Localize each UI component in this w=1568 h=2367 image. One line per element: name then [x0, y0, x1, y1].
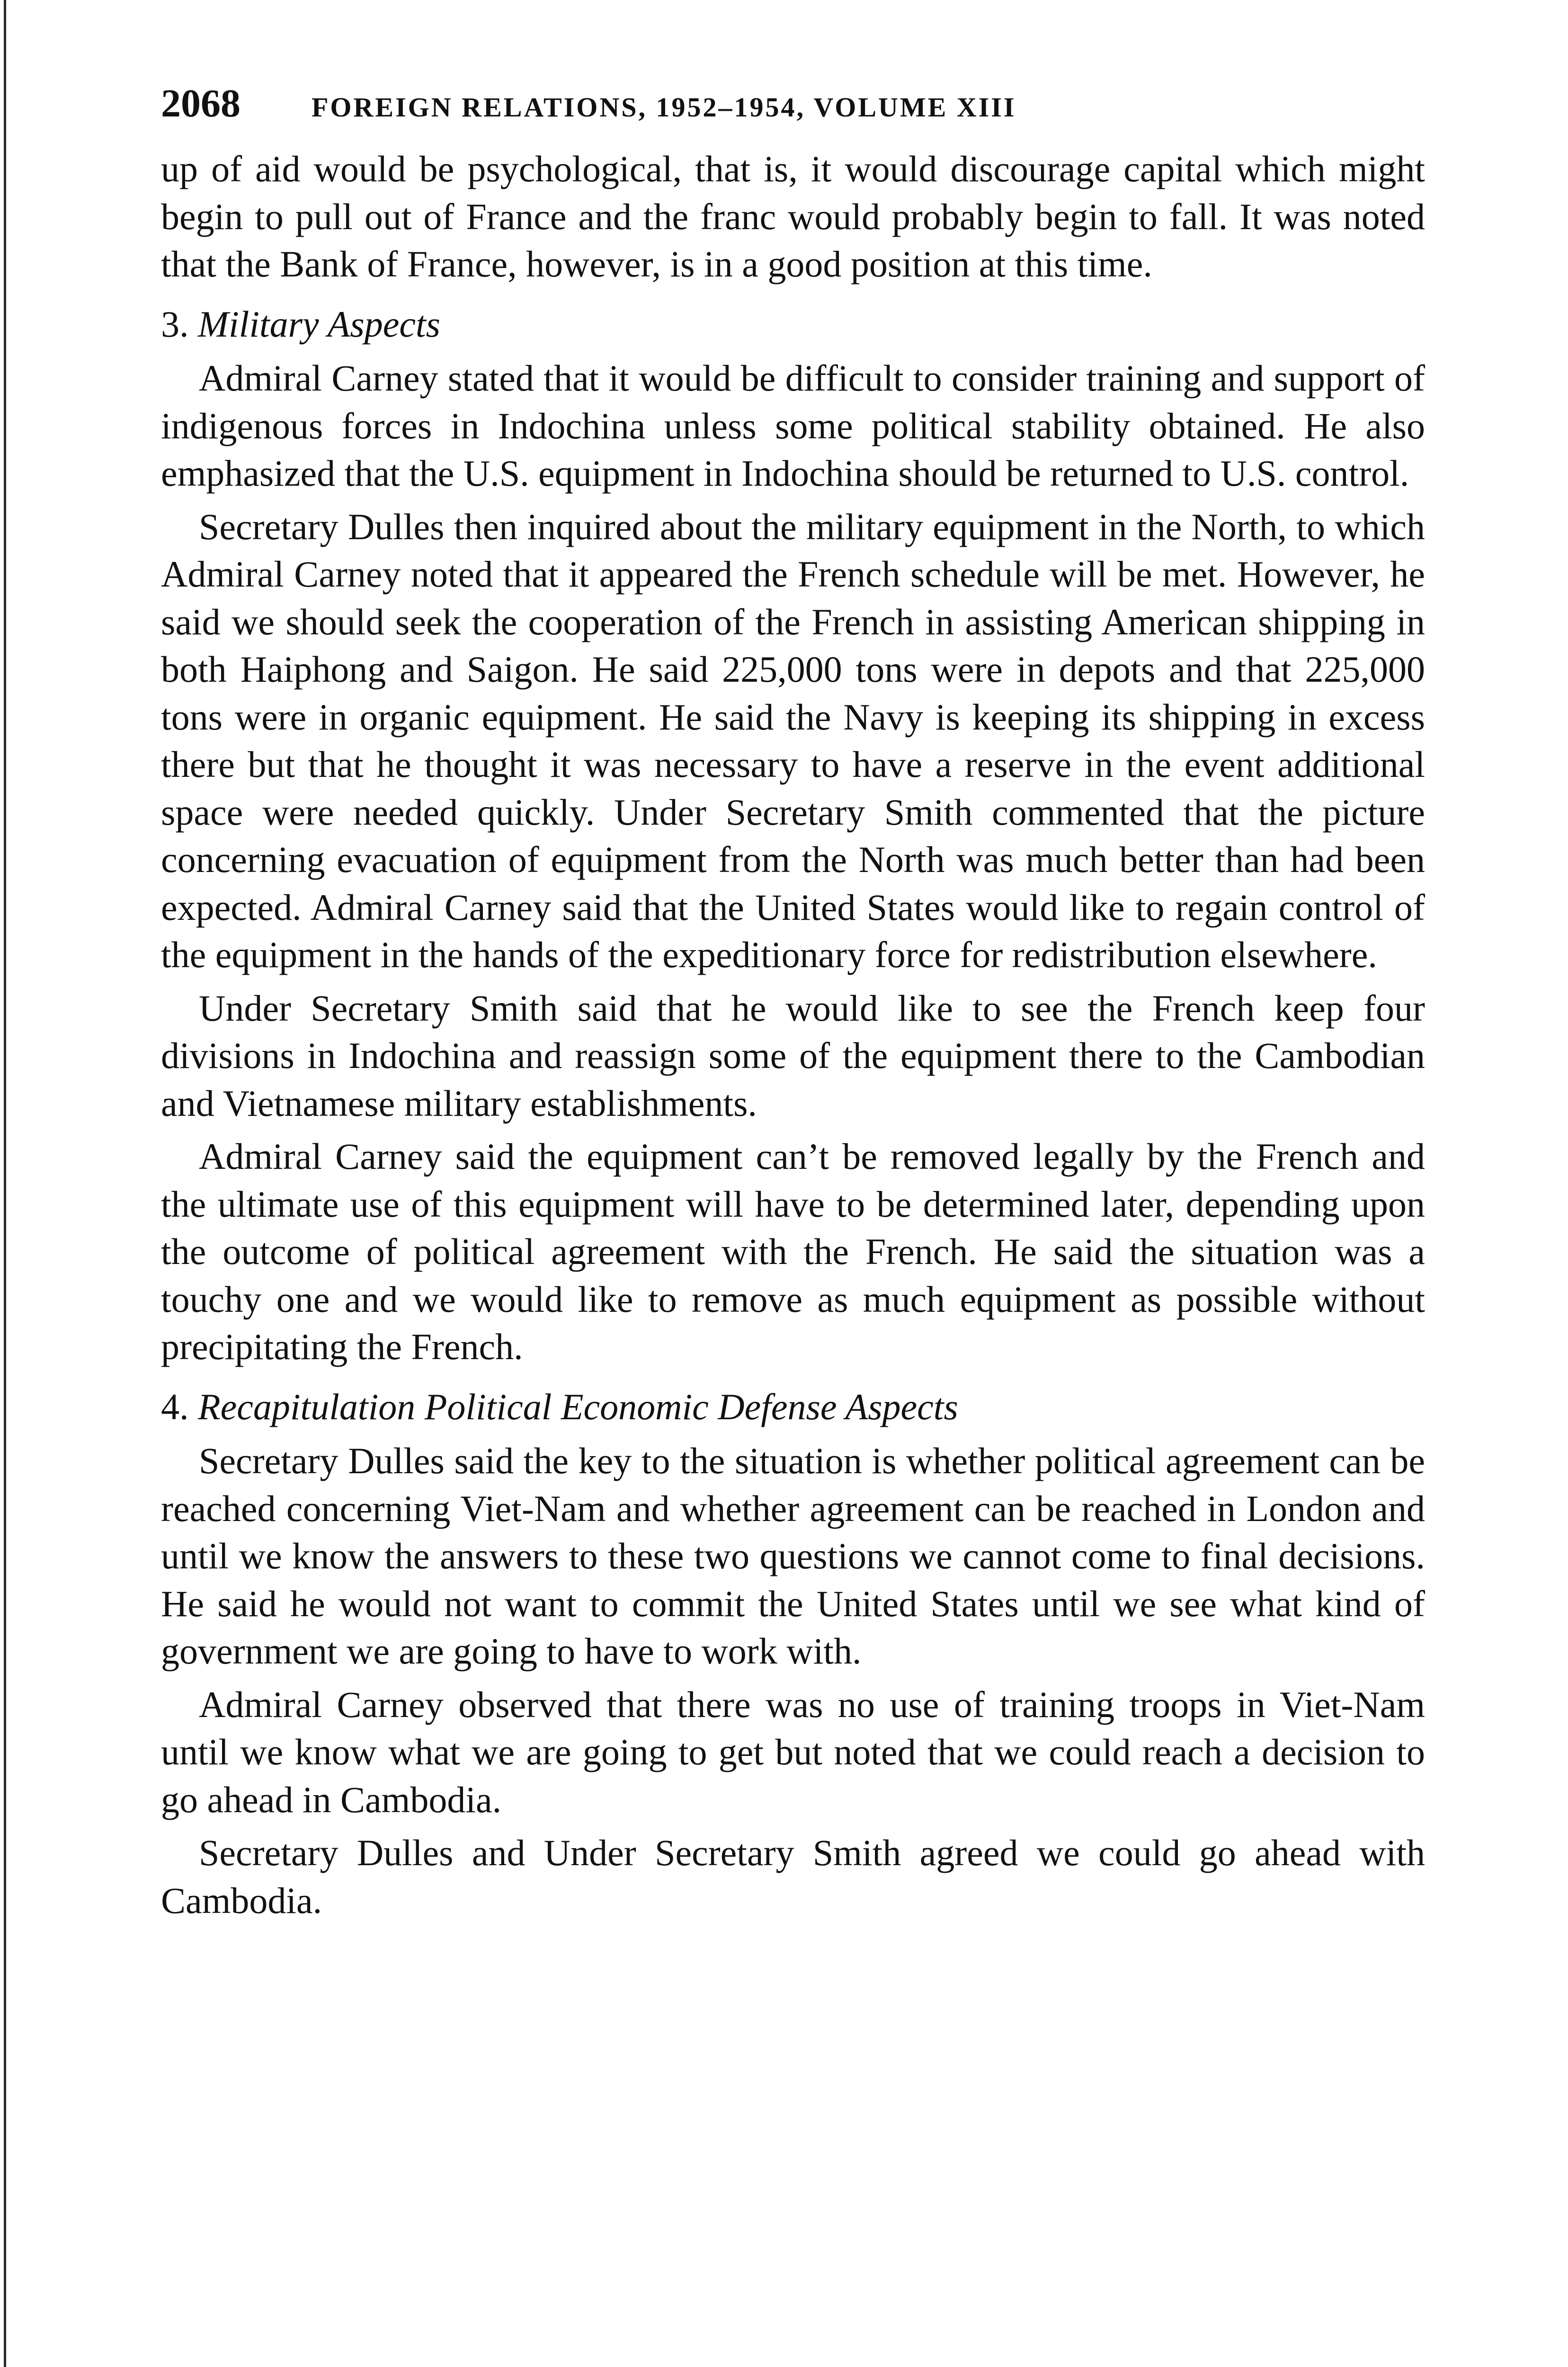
section-heading-military	[161, 301, 1425, 348]
paragraph: Admiral Carney said the equipment can’t be removed legally by the French and the ultimate use of this equipment will have to be determined later, depending upon the outcome of political agreement with the French. He said the situation was a touchy one and we would like to remove as much equipment as possible without precipitating the French.	[161, 1136, 1425, 1367]
paragraph: Secretary Dulles then inquired about the military equipment in the North, to which Admiral Carney noted that it appeared the French schedule will be met. However, he said we should seek the cooperation of the French in assisting American shipping in both Haiphong and Saigon. He said 225,000 tons were in depots and that 225,000 tons were in organic equipment. He said the Navy is keeping its shipping in excess there but that he thought it was necessary to have a reserve in the event additional space were needed quickly. Under Secretary Smith commented that the picture concerning evacuation of equipment from the North was much better than had been expected. Admiral Carney said that the United States would like to regain control of the equipment in the hands of the expeditionary force for redistribution elsewhere.	[161, 506, 1425, 975]
running-title: FOREIGN RELATIONS, 1952–1954, VOLUME XIII	[312, 92, 1016, 123]
page-number: 2068	[161, 81, 241, 125]
paragraph: Secretary Dulles said the key to the situation is whether political agreement can be reached concerning Viet-Nam and whether agreement can be reached in London and until we know the answers to these two questions we cannot come to final decisions. He said he would not want to commit the United States until we see what kind of government we are going to have to work with.	[161, 1440, 1425, 1672]
section-title: Military Aspects	[198, 303, 440, 345]
paragraph-continued: up of aid would be psychological, that is, it would discourage capital which might begin to pull out of France and the franc would probably begin to fall. It was noted that the Bank of France, however, is in a good position at this time.	[161, 148, 1425, 285]
document-page	[161, 80, 1425, 1930]
section-title: Recapitulation Political Economic Defense Aspects	[198, 1386, 958, 1427]
paragraph: Admiral Carney observed that there was no use of training troops in Viet-Nam until we know what we are going to get but noted that we could reach a decision to go ahead in Cambodia.	[161, 1683, 1425, 1820]
page-edge-rule	[4, 0, 6, 2367]
page-header	[161, 80, 1425, 126]
section-number: 3.	[161, 303, 189, 345]
section-number: 4.	[161, 1386, 189, 1427]
paragraph: Under Secretary Smith said that he would like to see the French keep four divisions in Indochina and reassign some of the equipment there to the Cambodian and Vietnamese military establishments.	[161, 987, 1425, 1124]
section-heading-recapitulation	[161, 1383, 1425, 1431]
paragraph: Secretary Dulles and Under Secretary Smith agreed we could go ahead with Cambodia.	[161, 1832, 1425, 1921]
paragraph: Admiral Carney stated that it would be difficult to consider training and support of indigenous forces in Indochina unless some political stability obtained. He also emphasized that the U.S. equipment in Indochina should be returned to U.S. control.	[161, 357, 1425, 494]
